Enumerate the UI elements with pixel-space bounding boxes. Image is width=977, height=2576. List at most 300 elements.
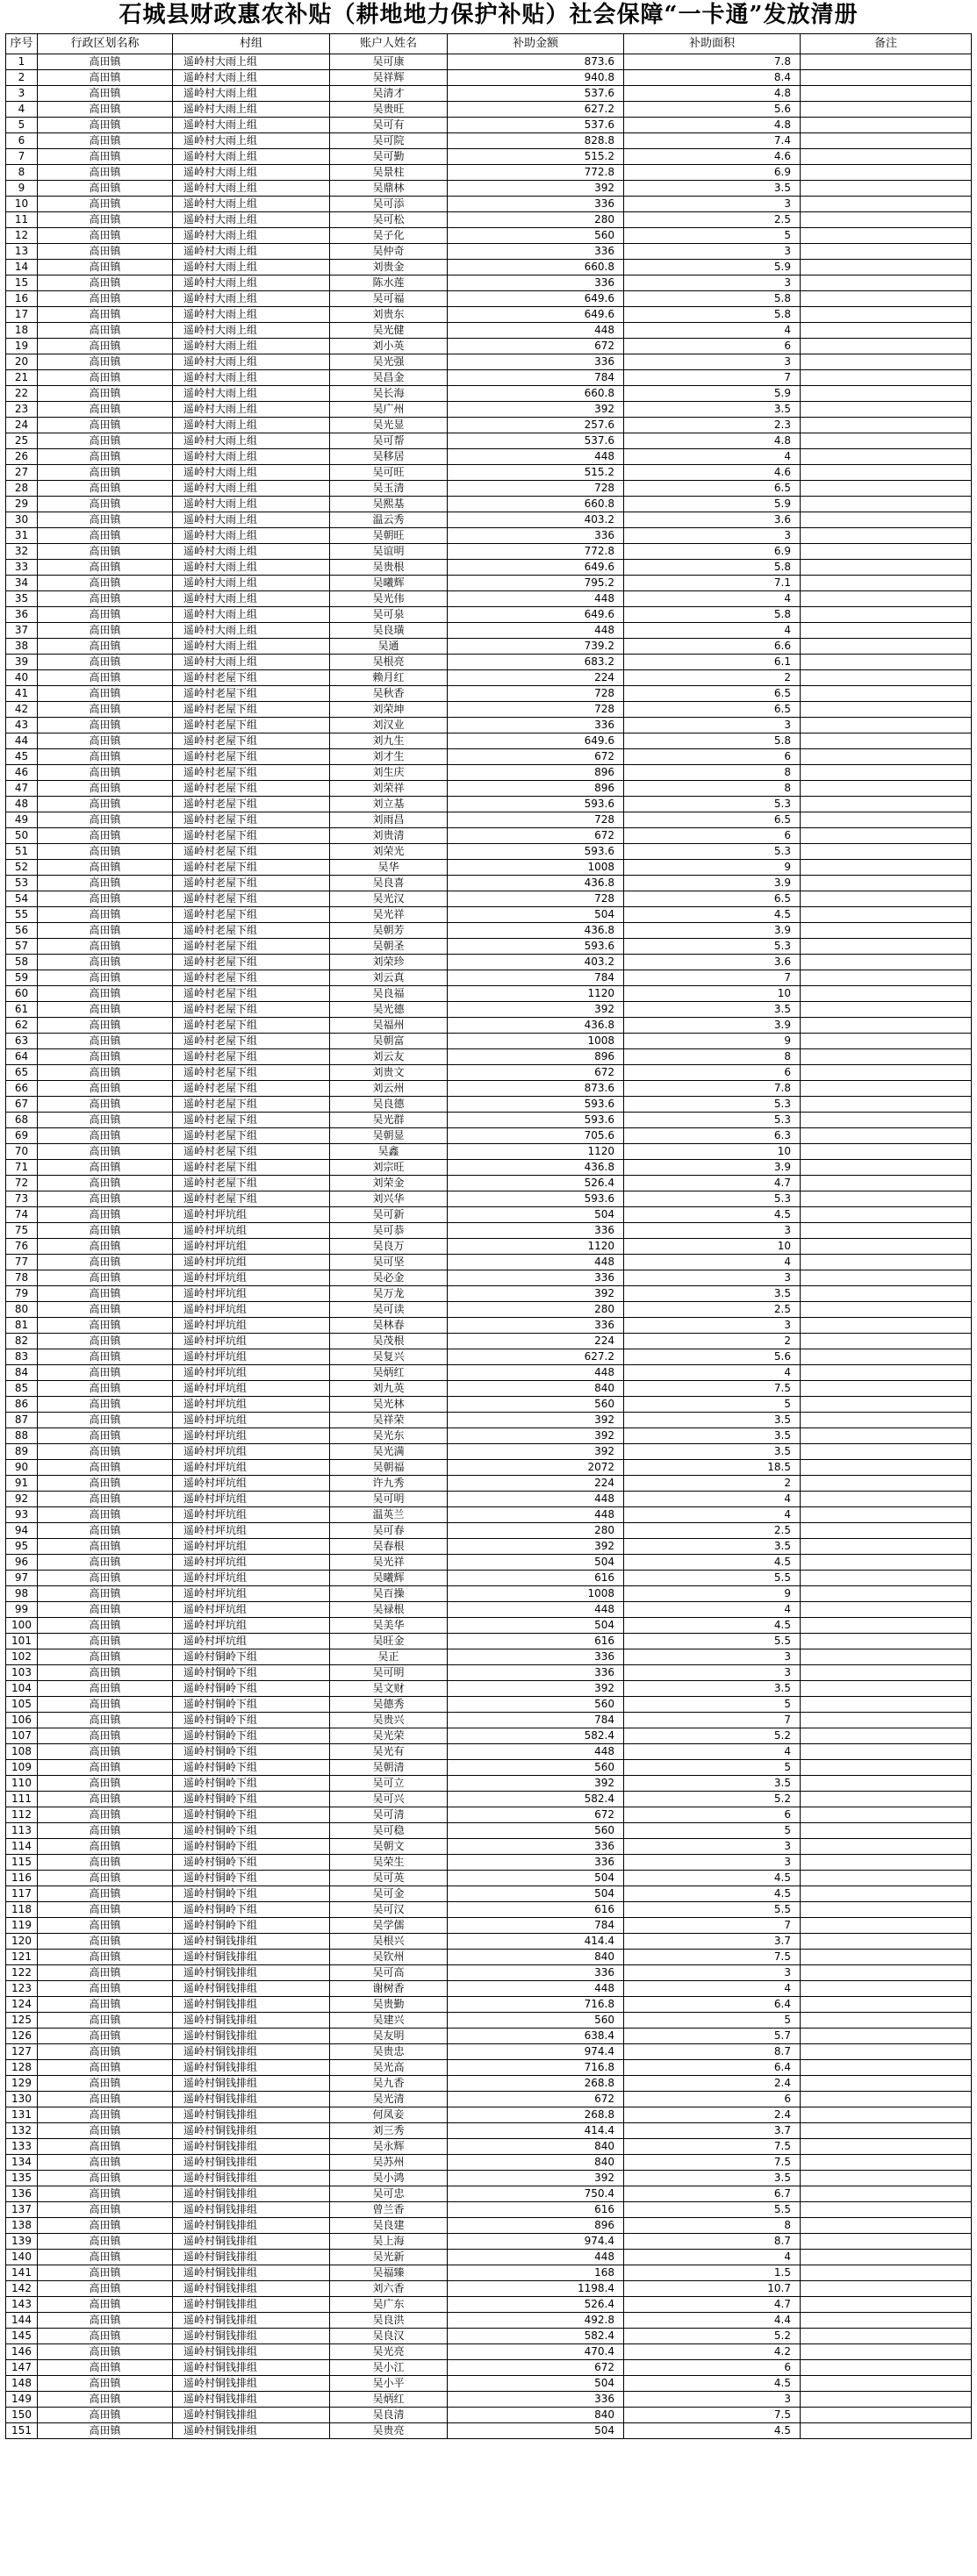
village-group-cell: 遥岭村大雨上组 — [173, 576, 330, 591]
amount-cell: 840 — [448, 2139, 624, 2155]
area-cell: 4.8 — [624, 118, 801, 133]
area-cell: 3 — [624, 718, 801, 733]
table-row — [6, 1397, 972, 1413]
village-group-cell: 遥岭村坪坑组 — [173, 1602, 330, 1618]
remarks-cell — [801, 1902, 972, 1918]
village-group-cell: 遥岭村老屋下组 — [173, 860, 330, 876]
table-row — [6, 181, 972, 197]
area-cell: 3.5 — [624, 1428, 801, 1444]
remarks-cell — [801, 1839, 972, 1855]
account-name-cell: 吴可忠 — [330, 2186, 448, 2202]
row-index: 148 — [6, 2376, 38, 2392]
village-group-cell: 遥岭村铜钱排组 — [173, 2123, 330, 2139]
region-cell: 高田镇 — [38, 339, 173, 354]
area-cell: 6 — [624, 2092, 801, 2107]
region-cell: 高田镇 — [38, 86, 173, 102]
region-cell: 高田镇 — [38, 2060, 173, 2076]
amount-cell: 257.6 — [448, 418, 624, 433]
row-index: 143 — [6, 2297, 38, 2313]
area-cell: 8 — [624, 1049, 801, 1065]
row-index: 127 — [6, 2044, 38, 2060]
region-cell: 高田镇 — [38, 986, 173, 1002]
remarks-cell — [801, 1555, 972, 1571]
row-index: 123 — [6, 1981, 38, 1997]
account-name-cell: 吴永辉 — [330, 2139, 448, 2155]
amount-cell: 649.6 — [448, 307, 624, 323]
row-index: 55 — [6, 907, 38, 923]
table-row — [6, 465, 972, 481]
amount-cell: 392 — [448, 1776, 624, 1792]
table-row — [6, 1744, 972, 1760]
header-region: 行政区划名称 — [38, 34, 173, 54]
remarks-cell — [801, 2013, 972, 2029]
account-name-cell: 吴炳红 — [330, 1365, 448, 1381]
table-row — [6, 1823, 972, 1839]
village-group-cell: 遥岭村大雨上组 — [173, 623, 330, 639]
table-row — [6, 102, 972, 118]
area-cell: 5 — [624, 1823, 801, 1839]
account-name-cell: 吴可英 — [330, 1871, 448, 1886]
amount-cell: 448 — [448, 1744, 624, 1760]
village-group-cell: 遥岭村铜钱排组 — [173, 2281, 330, 2297]
area-cell: 2.4 — [624, 2107, 801, 2123]
area-cell: 3.7 — [624, 2123, 801, 2139]
village-group-cell: 遥岭村老屋下组 — [173, 1128, 330, 1144]
table-row — [6, 1760, 972, 1776]
table-row — [6, 2123, 972, 2139]
remarks-cell — [801, 1239, 972, 1255]
amount-cell: 336 — [448, 528, 624, 544]
amount-cell: 280 — [448, 212, 624, 228]
village-group-cell: 遥岭村铜岭下组 — [173, 1886, 330, 1902]
amount-cell: 560 — [448, 2013, 624, 2029]
village-group-cell: 遥岭村铜岭下组 — [173, 1902, 330, 1918]
row-index: 151 — [6, 2423, 38, 2439]
region-cell: 高田镇 — [38, 2423, 173, 2439]
row-index: 46 — [6, 765, 38, 781]
amount-cell: 840 — [448, 2155, 624, 2171]
region-cell: 高田镇 — [38, 955, 173, 970]
region-cell: 高田镇 — [38, 1618, 173, 1634]
region-cell: 高田镇 — [38, 1634, 173, 1649]
remarks-cell — [801, 1144, 972, 1160]
row-index: 126 — [6, 2029, 38, 2044]
region-cell: 高田镇 — [38, 2218, 173, 2234]
remarks-cell — [801, 1018, 972, 1034]
area-cell: 4.5 — [624, 2376, 801, 2392]
remarks-cell — [801, 1965, 972, 1981]
account-name-cell: 吴九香 — [330, 2076, 448, 2092]
table-row — [6, 828, 972, 844]
region-cell: 高田镇 — [38, 2329, 173, 2344]
village-group-cell: 遥岭村大雨上组 — [173, 86, 330, 102]
amount-cell: 436.8 — [448, 876, 624, 891]
amount-cell: 1008 — [448, 860, 624, 876]
village-group-cell: 遥岭村铜钱排组 — [173, 2044, 330, 2060]
remarks-cell — [801, 2044, 972, 2060]
account-name-cell: 吴林春 — [330, 1318, 448, 1334]
account-name-cell: 吴可添 — [330, 197, 448, 212]
remarks-cell — [801, 2186, 972, 2202]
amount-cell: 392 — [448, 1539, 624, 1555]
village-group-cell: 遥岭村大雨上组 — [173, 118, 330, 133]
village-group-cell: 遥岭村大雨上组 — [173, 433, 330, 449]
area-cell: 5.6 — [624, 1349, 801, 1365]
village-group-cell: 遥岭村铜钱排组 — [173, 2265, 330, 2281]
row-index: 3 — [6, 86, 38, 102]
account-name-cell: 吴光德 — [330, 1002, 448, 1018]
area-cell: 3.5 — [624, 1002, 801, 1018]
row-index: 28 — [6, 481, 38, 497]
account-name-cell: 吴仲奇 — [330, 244, 448, 260]
region-cell: 高田镇 — [38, 1128, 173, 1144]
village-group-cell: 遥岭村坪坑组 — [173, 1397, 330, 1413]
remarks-cell — [801, 828, 972, 844]
village-group-cell: 遥岭村坪坑组 — [173, 1381, 330, 1397]
region-cell: 高田镇 — [38, 118, 173, 133]
village-group-cell: 遥岭村铜钱排组 — [173, 1934, 330, 1950]
region-cell: 高田镇 — [38, 1476, 173, 1492]
row-index: 59 — [6, 970, 38, 986]
region-cell: 高田镇 — [38, 1160, 173, 1176]
table-row — [6, 1002, 972, 1018]
remarks-cell — [801, 844, 972, 860]
village-group-cell: 遥岭村铜钱排组 — [173, 1950, 330, 1965]
table-row — [6, 1191, 972, 1207]
village-group-cell: 遥岭村铜岭下组 — [173, 1744, 330, 1760]
account-name-cell: 陈水莲 — [330, 275, 448, 291]
account-name-cell: 刘荣珍 — [330, 955, 448, 970]
area-cell: 5.9 — [624, 386, 801, 402]
area-cell: 6.5 — [624, 702, 801, 718]
amount-cell: 336 — [448, 1318, 624, 1334]
table-row — [6, 1555, 972, 1571]
remarks-cell — [801, 1302, 972, 1318]
row-index: 15 — [6, 275, 38, 291]
amount-cell: 582.4 — [448, 1792, 624, 1807]
remarks-cell — [801, 449, 972, 465]
table-row — [6, 2360, 972, 2376]
region-cell: 高田镇 — [38, 1792, 173, 1807]
area-cell: 2.5 — [624, 1302, 801, 1318]
village-group-cell: 遥岭村坪坑组 — [173, 1634, 330, 1649]
account-name-cell: 许九秀 — [330, 1476, 448, 1492]
remarks-cell — [801, 891, 972, 907]
account-name-cell: 吴良建 — [330, 2218, 448, 2234]
region-cell: 高田镇 — [38, 1523, 173, 1539]
area-cell: 4.6 — [624, 465, 801, 481]
table-row — [6, 1713, 972, 1728]
village-group-cell: 遥岭村老屋下组 — [173, 1065, 330, 1081]
remarks-cell — [801, 1713, 972, 1728]
row-index: 32 — [6, 544, 38, 560]
account-name-cell: 刘九英 — [330, 1381, 448, 1397]
account-name-cell: 刘贵文 — [330, 1065, 448, 1081]
village-group-cell: 遥岭村铜岭下组 — [173, 1760, 330, 1776]
row-index: 140 — [6, 2250, 38, 2265]
account-name-cell: 吴小鸿 — [330, 2171, 448, 2186]
area-cell: 5.9 — [624, 260, 801, 275]
account-name-cell: 吴良璜 — [330, 623, 448, 639]
row-index: 60 — [6, 986, 38, 1002]
village-group-cell: 遥岭村铜钱排组 — [173, 1981, 330, 1997]
table-row — [6, 2171, 972, 2186]
remarks-cell — [801, 1081, 972, 1097]
table-row — [6, 1460, 972, 1476]
account-name-cell: 吴钦州 — [330, 1950, 448, 1965]
row-index: 14 — [6, 260, 38, 275]
region-cell: 高田镇 — [38, 1586, 173, 1602]
row-index: 78 — [6, 1270, 38, 1286]
table-row — [6, 118, 972, 133]
region-cell: 高田镇 — [38, 1302, 173, 1318]
remarks-cell — [801, 165, 972, 181]
region-cell: 高田镇 — [38, 876, 173, 891]
amount-cell: 616 — [448, 1571, 624, 1586]
region-cell: 高田镇 — [38, 1839, 173, 1855]
area-cell: 5 — [624, 1697, 801, 1713]
village-group-cell: 遥岭村铜钱排组 — [173, 2107, 330, 2123]
region-cell: 高田镇 — [38, 260, 173, 275]
amount-cell: 392 — [448, 181, 624, 197]
area-cell: 5.3 — [624, 1191, 801, 1207]
village-group-cell: 遥岭村铜岭下组 — [173, 1728, 330, 1744]
village-group-cell: 遥岭村铜钱排组 — [173, 2360, 330, 2376]
area-cell: 6.6 — [624, 639, 801, 655]
table-row — [6, 2234, 972, 2250]
remarks-cell — [801, 1160, 972, 1176]
row-index: 51 — [6, 844, 38, 860]
village-group-cell: 遥岭村坪坑组 — [173, 1476, 330, 1492]
area-cell: 3.9 — [624, 1018, 801, 1034]
region-cell: 高田镇 — [38, 1223, 173, 1239]
table-row — [6, 1381, 972, 1397]
row-index: 41 — [6, 686, 38, 702]
account-name-cell: 吴可金 — [330, 1886, 448, 1902]
account-name-cell: 吴可帮 — [330, 433, 448, 449]
area-cell: 6.5 — [624, 481, 801, 497]
remarks-cell — [801, 2392, 972, 2408]
table-row — [6, 1113, 972, 1128]
table-row — [6, 1728, 972, 1744]
village-group-cell: 遥岭村大雨上组 — [173, 307, 330, 323]
row-index: 80 — [6, 1302, 38, 1318]
amount-cell: 560 — [448, 1397, 624, 1413]
amount-cell: 672 — [448, 1807, 624, 1823]
area-cell: 3.5 — [624, 1444, 801, 1460]
area-cell: 3 — [624, 1270, 801, 1286]
table-row — [6, 1302, 972, 1318]
row-index: 90 — [6, 1460, 38, 1476]
remarks-cell — [801, 291, 972, 307]
village-group-cell: 遥岭村大雨上组 — [173, 418, 330, 433]
account-name-cell: 吴广州 — [330, 402, 448, 418]
region-cell: 高田镇 — [38, 2076, 173, 2092]
amount-cell: 1120 — [448, 1144, 624, 1160]
amount-cell: 526.4 — [448, 2297, 624, 2313]
amount-cell: 392 — [448, 2171, 624, 2186]
remarks-cell — [801, 1097, 972, 1113]
remarks-cell — [801, 228, 972, 244]
remarks-cell — [801, 765, 972, 781]
village-group-cell: 遥岭村铜钱排组 — [173, 2329, 330, 2344]
amount-cell: 448 — [448, 1981, 624, 1997]
table-row — [6, 275, 972, 291]
amount-cell: 728 — [448, 891, 624, 907]
remarks-cell — [801, 1571, 972, 1586]
table-row — [6, 591, 972, 607]
account-name-cell: 吴茂根 — [330, 1334, 448, 1349]
amount-cell: 739.2 — [448, 639, 624, 655]
village-group-cell: 遥岭村铜岭下组 — [173, 1918, 330, 1934]
amount-cell: 716.8 — [448, 2060, 624, 2076]
table-row — [6, 1981, 972, 1997]
village-group-cell: 遥岭村老屋下组 — [173, 923, 330, 939]
account-name-cell: 吴光东 — [330, 1428, 448, 1444]
amount-cell: 649.6 — [448, 291, 624, 307]
region-cell: 高田镇 — [38, 797, 173, 812]
table-row — [6, 1807, 972, 1823]
amount-cell: 672 — [448, 828, 624, 844]
remarks-cell — [801, 181, 972, 197]
remarks-cell — [801, 1113, 972, 1128]
row-index: 42 — [6, 702, 38, 718]
amount-cell: 336 — [448, 354, 624, 370]
table-row — [6, 1492, 972, 1507]
region-cell: 高田镇 — [38, 2123, 173, 2139]
amount-cell: 504 — [448, 907, 624, 923]
table-row — [6, 1255, 972, 1270]
row-index: 136 — [6, 2186, 38, 2202]
remarks-cell — [801, 307, 972, 323]
village-group-cell: 遥岭村老屋下组 — [173, 812, 330, 828]
village-group-cell: 遥岭村铜钱排组 — [173, 2313, 330, 2329]
remarks-cell — [801, 1318, 972, 1334]
amount-cell: 448 — [448, 623, 624, 639]
row-index: 67 — [6, 1097, 38, 1113]
region-cell: 高田镇 — [38, 1065, 173, 1081]
remarks-cell — [801, 812, 972, 828]
region-cell: 高田镇 — [38, 733, 173, 749]
account-name-cell: 吴万龙 — [330, 1286, 448, 1302]
region-cell: 高田镇 — [38, 465, 173, 481]
account-name-cell: 刘荣金 — [330, 1176, 448, 1191]
row-index: 119 — [6, 1918, 38, 1934]
village-group-cell: 遥岭村老屋下组 — [173, 955, 330, 970]
table-row — [6, 860, 972, 876]
remarks-cell — [801, 1334, 972, 1349]
village-group-cell: 遥岭村坪坑组 — [173, 1523, 330, 1539]
area-cell: 6.5 — [624, 812, 801, 828]
row-index: 71 — [6, 1160, 38, 1176]
remarks-cell — [801, 244, 972, 260]
row-index: 63 — [6, 1034, 38, 1049]
amount-cell: 414.4 — [448, 1934, 624, 1950]
amount-cell: 336 — [448, 1223, 624, 1239]
row-index: 73 — [6, 1191, 38, 1207]
remarks-cell — [801, 2265, 972, 2281]
table-row — [6, 576, 972, 591]
account-name-cell: 吴子化 — [330, 228, 448, 244]
table-row — [6, 2265, 972, 2281]
region-cell: 高田镇 — [38, 2171, 173, 2186]
remarks-cell — [801, 1871, 972, 1886]
remarks-cell — [801, 1697, 972, 1713]
area-cell: 7.5 — [624, 2155, 801, 2171]
row-index: 139 — [6, 2234, 38, 2250]
region-cell: 高田镇 — [38, 1349, 173, 1365]
area-cell: 5 — [624, 2013, 801, 2029]
region-cell: 高田镇 — [38, 70, 173, 86]
row-index: 109 — [6, 1760, 38, 1776]
area-cell: 3 — [624, 1965, 801, 1981]
village-group-cell: 遥岭村坪坑组 — [173, 1270, 330, 1286]
region-cell: 高田镇 — [38, 2029, 173, 2044]
amount-cell: 896 — [448, 765, 624, 781]
account-name-cell: 吴秋香 — [330, 686, 448, 702]
area-cell: 5.3 — [624, 844, 801, 860]
area-cell: 3.5 — [624, 2171, 801, 2186]
amount-cell: 560 — [448, 1760, 624, 1776]
account-name-cell: 吴上海 — [330, 2234, 448, 2250]
amount-cell: 470.4 — [448, 2344, 624, 2360]
amount-cell: 683.2 — [448, 655, 624, 670]
table-header-row — [6, 34, 972, 54]
region-cell: 高田镇 — [38, 197, 173, 212]
amount-cell: 537.6 — [448, 433, 624, 449]
area-cell: 4 — [624, 591, 801, 607]
account-name-cell: 吴贵根 — [330, 560, 448, 576]
row-index: 101 — [6, 1634, 38, 1649]
remarks-cell — [801, 1649, 972, 1665]
area-cell: 4 — [624, 1492, 801, 1507]
amount-cell: 504 — [448, 1555, 624, 1571]
region-cell: 高田镇 — [38, 1602, 173, 1618]
row-index: 113 — [6, 1823, 38, 1839]
account-name-cell: 吴光显 — [330, 418, 448, 433]
region-cell: 高田镇 — [38, 812, 173, 828]
area-cell: 3.9 — [624, 876, 801, 891]
region-cell: 高田镇 — [38, 354, 173, 370]
account-name-cell: 吴旺金 — [330, 1634, 448, 1649]
row-index: 44 — [6, 733, 38, 749]
region-cell: 高田镇 — [38, 386, 173, 402]
table-row — [6, 2297, 972, 2313]
table-row — [6, 528, 972, 544]
table-row — [6, 1776, 972, 1792]
account-name-cell: 吴广东 — [330, 2297, 448, 2313]
header-remarks: 备注 — [801, 34, 972, 54]
account-name-cell: 吴光清 — [330, 2092, 448, 2107]
remarks-cell — [801, 2202, 972, 2218]
table-row — [6, 1097, 972, 1113]
amount-cell: 336 — [448, 1855, 624, 1871]
table-row — [6, 370, 972, 386]
account-name-cell: 吴可兴 — [330, 1792, 448, 1807]
amount-cell: 414.4 — [448, 2123, 624, 2139]
region-cell: 高田镇 — [38, 1018, 173, 1034]
amount-cell: 772.8 — [448, 544, 624, 560]
village-group-cell: 遥岭村铜岭下组 — [173, 1807, 330, 1823]
village-group-cell: 遥岭村大雨上组 — [173, 323, 330, 339]
amount-cell: 280 — [448, 1302, 624, 1318]
village-group-cell: 遥岭村坪坑组 — [173, 1460, 330, 1476]
village-group-cell: 遥岭村老屋下组 — [173, 1034, 330, 1049]
remarks-cell — [801, 1365, 972, 1381]
remarks-cell — [801, 2107, 972, 2123]
table-row — [6, 354, 972, 370]
amount-cell: 224 — [448, 1334, 624, 1349]
